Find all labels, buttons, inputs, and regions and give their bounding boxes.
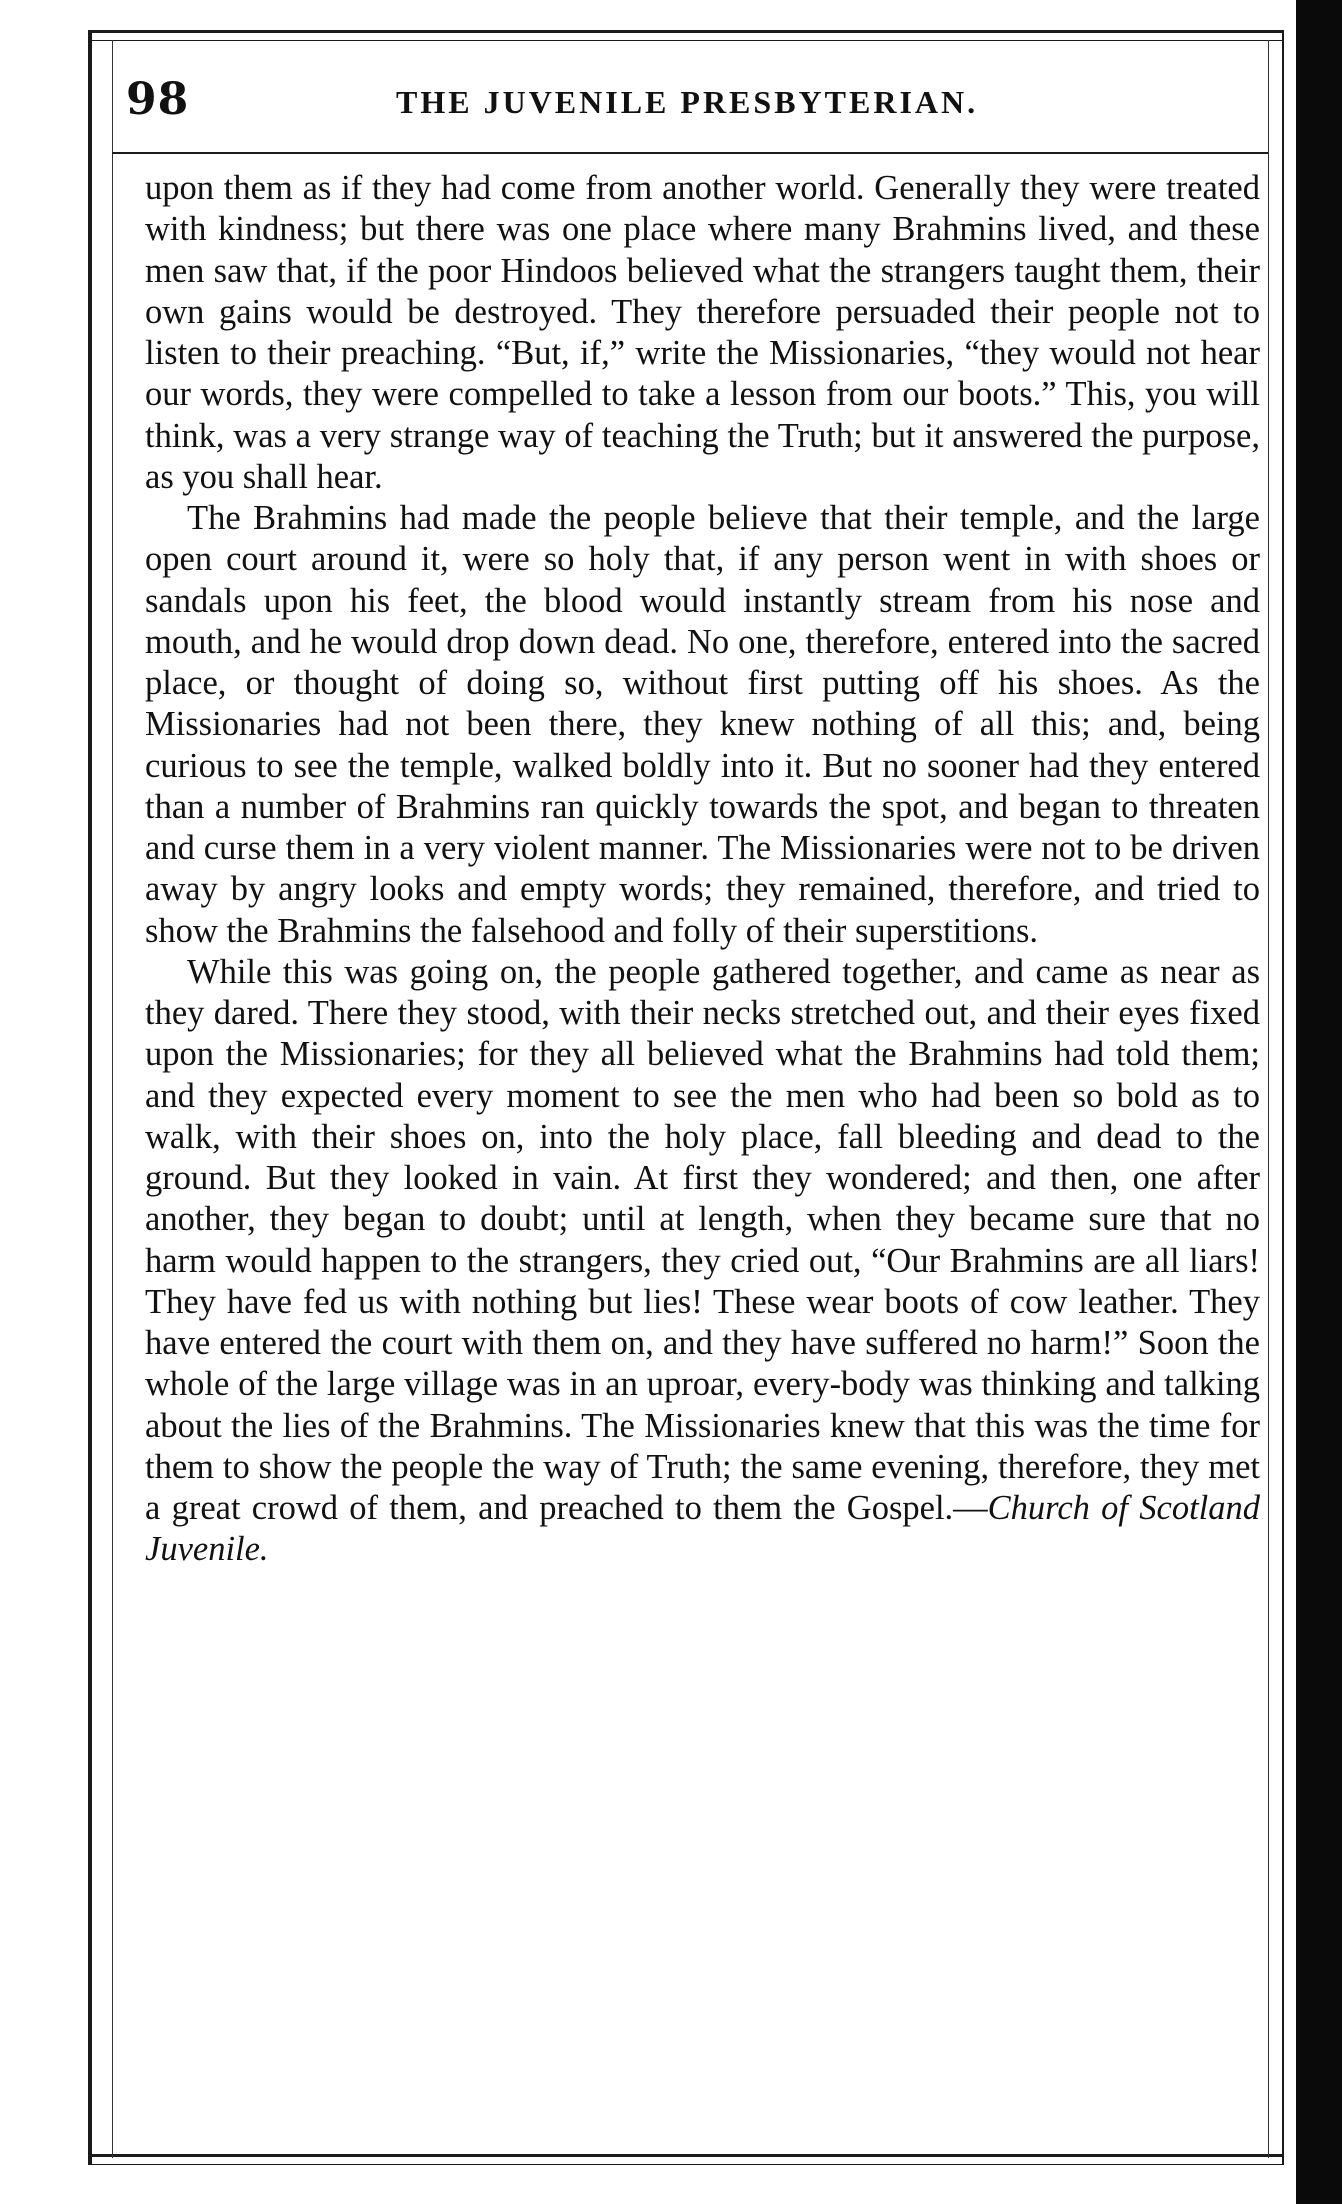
paragraph-2: The Brahmins had made the people believe that their temple, and the large open court around it, were so holy that, if any person went in with shoes or sandals upon his feet, the blood would instantly stream from his nose and mouth, and he would drop down dead. No one, therefore, entered into the sacred place, or thought of doing so, without first putting off his shoes. As the Missionaries had not been there, they knew nothing of all this; and, being curious to see the temple, walked boldly into it. But no sooner had they entered than a number of Brahmins ran quickly towards the spot, and began to threaten and curse them in a very violent manner. The Missionaries were not to be driven away by angry looks and empty words; they remained, therefore, and tried to show the Brahmins the falsehood and folly of their superstitions.	[145, 499, 1260, 950]
paragraph-1: upon them as if they had come from another world. Generally they were treated with kindness; but there was one place where many Brahmins lived, and these men saw that, if the poor Hindoos believed what the strangers taught them, their own gains would be destroyed. They therefore persuaded their people not to listen to their preaching. “But, if,” write the Missionaries, “they would not hear our words, they were compelled to take a lesson from our boots.” This, you will think, was a very strange way of teaching the Truth; but it answered the purpose, as you shall hear.	[145, 169, 1260, 496]
border-bottom-rule	[88, 2154, 1284, 2157]
border-right-inner-rule	[1268, 40, 1269, 2158]
journal-title: THE JUVENILE PRESBYTERIAN.	[396, 84, 979, 120]
border-top-rule	[88, 30, 1284, 33]
running-head	[126, 74, 1256, 134]
header-rule	[112, 152, 1268, 154]
border-bottom-inner-rule	[88, 2164, 1284, 2165]
border-top-inner-rule	[88, 40, 1284, 41]
binding-edge	[1296, 0, 1342, 2204]
paragraph-3: While this was going on, the people gathered together, and came as near as they dared. There they stood, with their necks stretched out, and their eyes fixed upon the Missionaries; for they all believed what the Brahmins had told them; and they expected every moment to see the men who had been so bold as to walk, with their shoes on, into the holy place, fall bleeding and dead to the ground. But they looked in vain. At first they wondered; and then, one after another, they began to doubt; until at length, when they became sure that no harm would happen to the strangers, they cried out, “Our Brahmins are all liars! They have fed us with nothing but lies! These wear boots of cow leather. They have entered the court with them on, and they have suffered no harm!” Soon the whole of the large village was in an uproar, every-body was thinking and talking about the lies of the Brahmins. The Missionaries knew that this was the time for them to show the people the way of Truth; the same evening, therefore, they met a great crowd of them, and preached to them the Gospel.—Church of Scotland Juvenile.	[145, 952, 1260, 1569]
page-number: 98	[126, 74, 190, 125]
article-body	[145, 168, 1260, 1571]
border-left-inner-rule	[112, 40, 113, 2158]
source-credit: Church of Scotland Juvenile.	[145, 1489, 1260, 1569]
paragraph-3-text: While this was going on, the people gathered together, and came as near as they dared. There they stood, with their necks stretched out, and their eyes fixed upon the Missionaries; for they all believed what the Brahmins had told them; and they expected every moment to see the men who had been so bold as to walk, with their shoes on, into the holy place, fall bleeding and dead to the ground. But they looked in vain. At first they wondered; and then, one after another, they began to doubt; until at length, when they became sure that no harm would happen to the strangers, they cried out, “Our Brahmins are all liars! They have fed us with nothing but lies! These wear boots of cow leather. They have entered the court with them on, and they have suffered no harm!” Soon the whole of the large village was in an uproar, every-body was thinking and talking about the lies of the Brahmins. The Missionaries knew that this was the time for them to show the people the way of Truth; the same evening, therefore, they met a great crowd of them, and preached to them the Gospel.	[145, 952, 1260, 1527]
